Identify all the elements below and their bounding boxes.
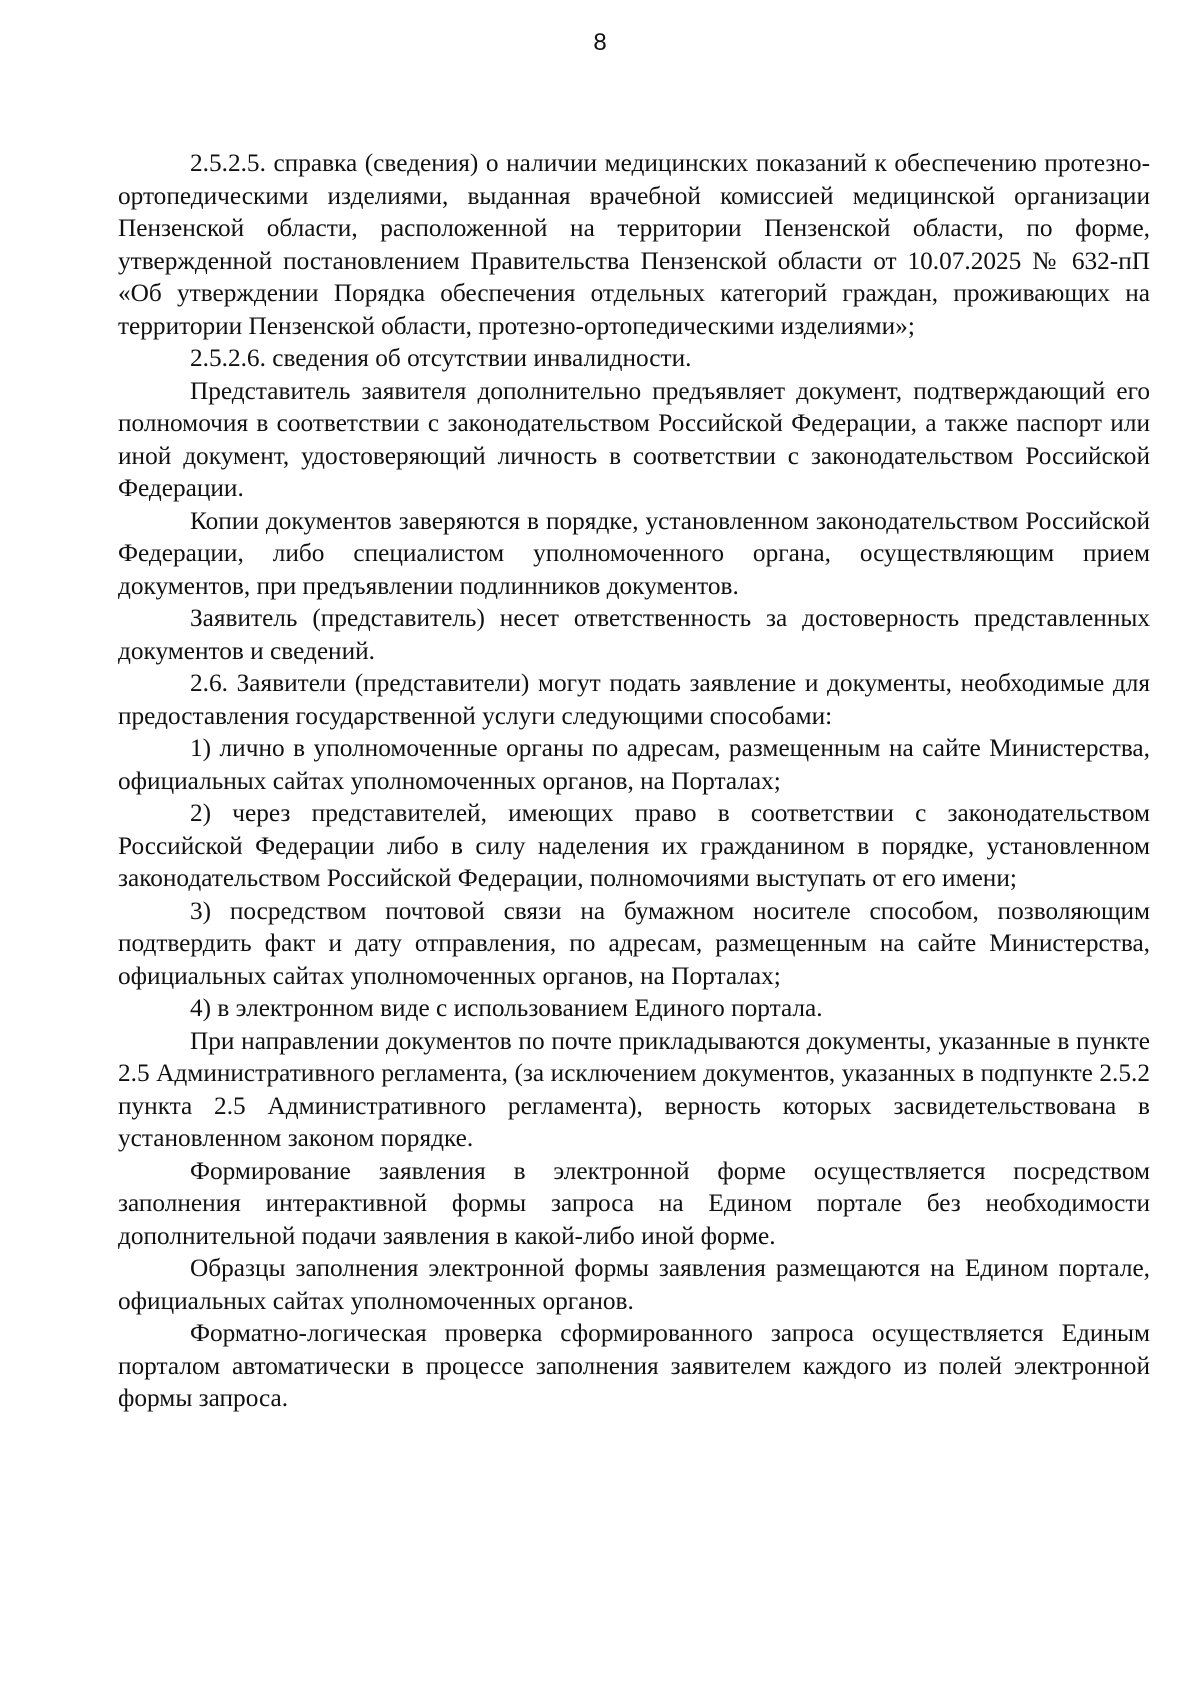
paragraph-electronic-form: Формирование заявления в электронной форме осуществляется посредством заполнения интерактивной формы запроса на Едином портале без необходимости дополнительной подачи заявления в какой-либо иной форме. — [118, 1156, 1150, 1250]
paragraph-responsibility: Заявитель (представитель) несет ответственность за достоверность представленных документов и сведений. — [118, 604, 1150, 665]
page-number: 8 — [593, 29, 607, 56]
list-item-3: 3) посредством почтовой связи на бумажном носителе способом, позволяющим подтвердить факт и дату отправления, по адресам, размещенным на сайте Министерства, официальных сайтах уполномоченных органов, на Порталах; — [118, 896, 1150, 990]
paragraph-samples: Образцы заполнения электронной формы заявления размещаются на Едином портале, официальных сайтах уполномоченных органов. — [118, 1254, 1150, 1315]
paragraph-representative: Представитель заявителя дополнительно предъявляет документ, подтверждающий его полномочия в соответствии с законодательством Российской Федерации, а также паспорт или иной документ, удостоверяющий личность в соответствии с законодательством Российской Федерации. — [118, 376, 1150, 502]
paragraph-2-6: 2.6. Заявители (представители) могут подать заявление и документы, необходимые для предоставления государственной услуги следующими способами: — [118, 669, 1150, 730]
paragraph-copies: Копии документов заверяются в порядке, установленном законодательством Российской Федерации, либо специалистом уполномоченного органа, осуществляющим прием документов, при предъявлении подлинников документов. — [118, 506, 1150, 600]
paragraph-2-5-2-5: 2.5.2.5. справка (сведения) о наличии медицинских показаний к обеспечению протезно-ортопедическими изделиями, выданная врачебной комиссией медицинской организации Пензенской области, расположенной на территории Пензенской области, по форме, утвержденной постановлением Правительства Пензенской области от 10.07.2025 № 632-пП «Об утверждении Порядка обеспечения отдельных категорий граждан, проживающих на территории Пензенской области, протезно-ортопедическими изделиями»; — [118, 149, 1150, 340]
paragraph-2-5-2-6: 2.5.2.6. сведения об отсутствии инвалидности. — [190, 344, 692, 372]
paragraph-format-check: Форматно-логическая проверка сформированного запроса осуществляется Единым порталом автоматически в процессе заполнения заявителем каждого из полей электронной формы запроса. — [118, 1319, 1150, 1412]
list-item-2: 2) через представителей, имеющих право в соответствии с законодательством Российской Федерации либо в силу наделения их гражданином в порядке, установленном законодательством Российской Федерации, полномочиями выступать от его имени; — [118, 799, 1150, 892]
paragraph-mail: При направлении документов по почте прикладываются документы, указанные в пункте 2.5 Административного регламента, (за исключением документов, указанных в подпункте 2.5.2 пункта 2.5 Административного регламента), верность которых засвидетельствована в установленном законом порядке. — [118, 1026, 1150, 1152]
list-item-1: 1) лично в уполномоченные органы по адресам, размещенным на сайте Министерства, официальных сайтах уполномоченных органов, на Порталах; — [118, 734, 1150, 795]
document-body — [118, 147, 1150, 1415]
list-item-4: 4) в электронном виде с использованием Единого портала. — [190, 994, 823, 1022]
